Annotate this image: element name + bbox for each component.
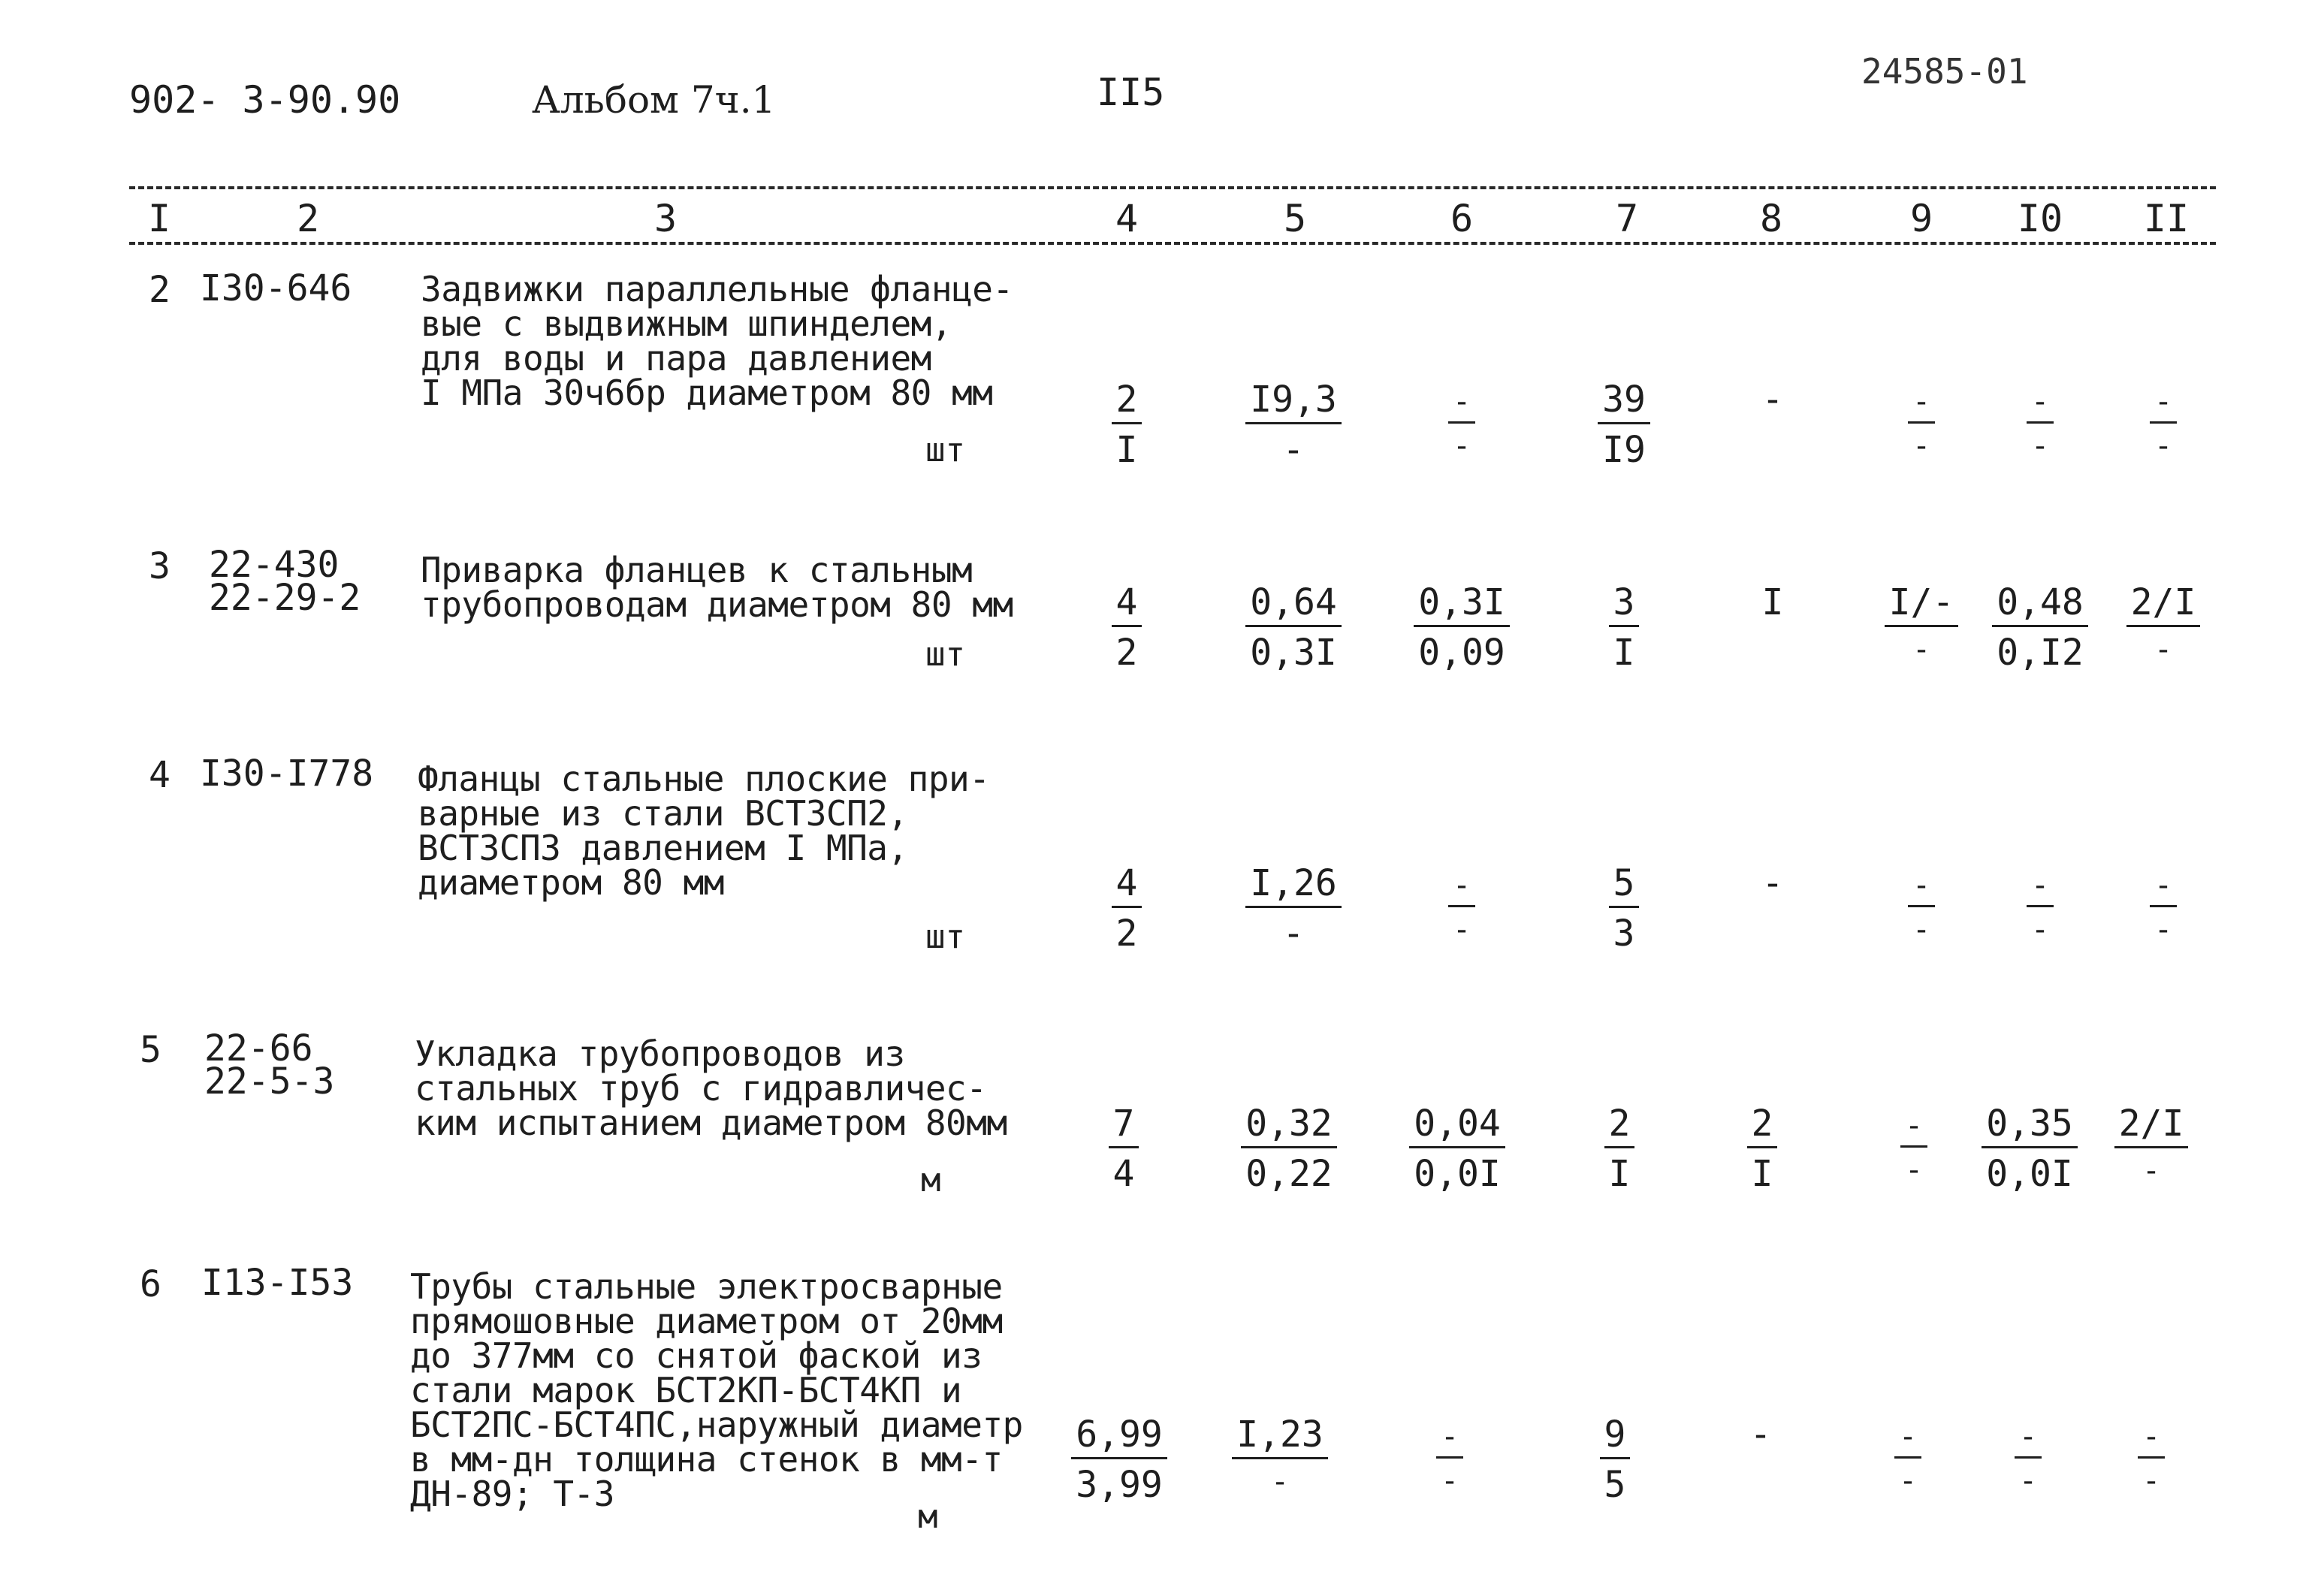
cell-col9: - -	[1839, 1106, 1989, 1191]
row-unit: шт	[925, 635, 965, 674]
cell-col6: $\frac{0,04}{0,0I}$	[1382, 1106, 1532, 1192]
row-description: Укладка трубопроводов из стальных труб с гидравличес- ким испытанием диаметром 80мм	[415, 1033, 1007, 1143]
row-number: 4	[149, 754, 171, 796]
cell-col4: $\frac{4}{2}$	[1052, 584, 1202, 671]
cell-col4: $\frac{7}{4}$	[1049, 1106, 1199, 1192]
row-number: 5	[140, 1029, 161, 1071]
row-code: 22-66 22-5-3	[204, 1027, 335, 1103]
cell-col8: $\frac{2}{I}$	[1687, 1106, 1837, 1192]
row-unit: м	[921, 1161, 941, 1199]
page-number: II5	[1097, 71, 1165, 114]
row-description: Приварка фланцев к стальным трубопроводам диаметром 80 мм	[421, 550, 1013, 625]
cell-col7: $\frac{2}{I}$	[1544, 1106, 1695, 1192]
row-code: I13-I53	[201, 1262, 354, 1304]
cell-col5: I9,3 -	[1218, 382, 1369, 468]
cell-col10: - -	[1965, 865, 2115, 951]
row-number: 2	[149, 269, 171, 311]
column-header-4: 4	[1115, 197, 1139, 240]
header-bottom-rule	[129, 242, 2216, 245]
row-code: I30-I778	[200, 753, 374, 795]
cell-col10: $\frac{0,48}{0,I2}$	[1965, 584, 2115, 671]
document-code: 902- 3-90.90	[129, 78, 401, 122]
cell-col7: $\frac{5}{3}$	[1549, 865, 1699, 952]
row-description: Фланцы стальные плоские при- варные из стали ВСТ3СП2, ВСТ3СП3 давлением I МПа, диаметром 80 мм	[418, 759, 990, 903]
column-header-7: 7	[1615, 197, 1639, 240]
column-header-8: 8	[1759, 197, 1783, 240]
column-header-10: I0	[2017, 197, 2063, 240]
cell-col6: - -	[1375, 1416, 1525, 1502]
cell-col11: 2/I -	[2076, 1106, 2226, 1192]
album-label: Альбом 7ч.1	[532, 78, 776, 122]
row-code: I30-646	[200, 267, 352, 309]
cell-col8: I	[1761, 581, 1784, 623]
row-description: Трубы стальные электросварные прямошовные диаметром от 20мм до 377мм со снятой фаской из стали марок БСТ2КП-БСТ4КП и БСТ2ПС-БСТ4ПС,наружный диаметр в мм-дн толщина стенок в мм-т ДН-89; Т-3	[410, 1266, 1023, 1514]
cell-col10: - -	[1965, 382, 2115, 467]
column-header-5: 5	[1283, 197, 1307, 240]
cell-col7: $\frac{39}{I9}$	[1549, 382, 1699, 468]
cell-col7: $\frac{3}{I}$	[1549, 584, 1699, 671]
row-unit: шт	[925, 918, 965, 956]
column-header-11: II	[2143, 197, 2190, 240]
cell-col5: $\frac{0,64}{0,3I}$	[1218, 584, 1369, 671]
cell-col6: - -	[1387, 382, 1537, 467]
cell-col4: $\frac{2}{I}$	[1052, 382, 1202, 468]
cell-col10: $\frac{0,35}{0,0I}$	[1954, 1106, 2105, 1192]
cell-col11: 2/I -	[2088, 584, 2238, 671]
row-number: 6	[140, 1263, 161, 1305]
cell-col9: - -	[1846, 865, 1997, 951]
cell-col9: I/- -	[1846, 584, 1997, 671]
cell-col6: - -	[1387, 865, 1537, 951]
cell-col8: -	[1749, 1413, 1772, 1456]
cell-col10: - -	[1953, 1416, 2103, 1502]
inventory-number: 24585-01	[1861, 51, 2028, 92]
row-number: 3	[149, 545, 171, 587]
column-header-9: 9	[1909, 197, 1933, 240]
cell-col11: - -	[2088, 865, 2238, 951]
cell-col6: $\frac{0,3I}{0,09}$	[1387, 584, 1537, 671]
cell-col9: - -	[1846, 382, 1997, 467]
cell-col5: I,23 -	[1205, 1416, 1355, 1503]
row-description: Задвижки параллельные фланце- вые с выдвижным шпинделем, для воды и пара давлением I МПа 30ч6бр диаметром 80 мм	[421, 269, 1013, 413]
column-header-2: 2	[296, 197, 320, 240]
cell-col11: - -	[2088, 382, 2238, 467]
cell-col4: $\frac{4}{2}$	[1052, 865, 1202, 952]
cell-col11: - -	[2076, 1416, 2226, 1502]
row-unit: шт	[925, 431, 965, 469]
cell-col5: I,26 -	[1218, 865, 1369, 952]
cell-col9: - -	[1833, 1416, 1983, 1502]
column-header-3: 3	[653, 197, 678, 240]
column-header-1: I	[147, 197, 171, 240]
cell-col8: -	[1761, 862, 1784, 904]
header-top-rule	[129, 186, 2216, 189]
cell-col7: $\frac{9}{5}$	[1540, 1416, 1690, 1503]
column-header-6: 6	[1450, 197, 1474, 240]
cell-col5: $\frac{0,32}{0,22}$	[1214, 1106, 1364, 1192]
cell-col8: -	[1761, 379, 1784, 421]
row-code: 22-430 22-29-2	[209, 544, 361, 619]
row-unit: м	[918, 1498, 938, 1536]
cell-col4: $\frac{6,99}{3,99}$	[1044, 1416, 1194, 1503]
